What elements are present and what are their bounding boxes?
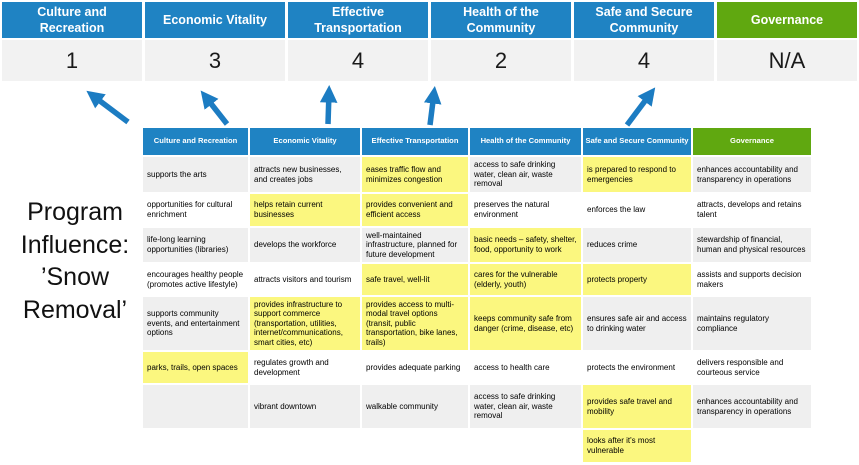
matrix-header-3: Health of the Community — [470, 128, 581, 155]
matrix-cell-r5c2: provides infrastructure to support commerce (transportation, utilities, internet/communications, smart cities, etc) — [250, 297, 360, 350]
banner-col-2 — [288, 2, 428, 81]
matrix-cell-r2c4: preserves the natural environment — [470, 194, 581, 226]
matrix-cell-r7c3: walkable community — [362, 385, 468, 428]
matrix-cell-r6c2: regulates growth and development — [250, 352, 360, 383]
matrix-cell-r1c4: access to safe drinking water, clean air, waste removal — [470, 157, 581, 192]
banner-category-label: Safe and Secure Community — [574, 2, 714, 38]
matrix-cell-r3c6: stewardship of financial, human and physical resources — [693, 228, 811, 262]
banner-col-5 — [717, 2, 857, 81]
matrix-cell-r3c5: reduces crime — [583, 228, 691, 262]
matrix-cell-r5c1: supports community events, and entertainment options — [143, 297, 248, 350]
banner-score-value: N/A — [717, 40, 857, 81]
matrix-header-0: Culture and Recreation — [143, 128, 248, 155]
influence-arrows — [0, 78, 859, 134]
banner-category-label: Economic Vitality — [145, 2, 285, 38]
matrix-cell-r5c6: maintains regulatory compliance — [693, 297, 811, 350]
top-banner — [2, 2, 857, 81]
matrix-cell-r8c4 — [470, 430, 581, 462]
banner-category-label: Health of the Community — [431, 2, 571, 38]
banner-col-4 — [574, 2, 714, 81]
matrix-cell-r3c2: develops the workforce — [250, 228, 360, 262]
arrow-economic — [205, 96, 227, 124]
matrix-cell-r3c1: life-long learning opportunities (libraries) — [143, 228, 248, 262]
matrix-cell-r4c1: encourages healthy people (promotes active lifestyle) — [143, 264, 248, 295]
matrix-cell-r1c1: supports the arts — [143, 157, 248, 192]
banner-score-value: 4 — [574, 40, 714, 81]
matrix-cell-r8c2 — [250, 430, 360, 462]
banner-category-label: Governance — [717, 2, 857, 38]
arrow-safe — [627, 93, 651, 125]
matrix-cell-r5c3: provides access to multi-modal travel options (transit, public transportation, bike lanes, trails) — [362, 297, 468, 350]
matrix-cell-r7c6: enhances accountability and transparency in operations — [693, 385, 811, 428]
matrix-cell-r5c5: ensures safe air and access to drinking water — [583, 297, 691, 350]
matrix-cell-r4c2: attracts visitors and tourism — [250, 264, 360, 295]
matrix-cell-r4c4: cares for the vulnerable (elderly, youth) — [470, 264, 581, 295]
matrix-cell-r4c3: safe travel, well-lit — [362, 264, 468, 295]
banner-score-value: 4 — [288, 40, 428, 81]
matrix-cell-r8c1 — [143, 430, 248, 462]
banner-score-value: 2 — [431, 40, 571, 81]
matrix-cell-r1c3: eases traffic flow and minimizes congestion — [362, 157, 468, 192]
matrix-cell-r2c6: attracts, develops and retains talent — [693, 194, 811, 226]
banner-category-label: Effective Transportation — [288, 2, 428, 38]
matrix-cell-r8c5: looks after it's most vulnerable — [583, 430, 691, 462]
matrix-cell-r2c1: opportunities for cultural enrichment — [143, 194, 248, 226]
matrix-cell-r2c2: helps retain current businesses — [250, 194, 360, 226]
matrix-cell-r7c5: provides safe travel and mobility — [583, 385, 691, 428]
banner-score-value: 1 — [2, 40, 142, 81]
banner-col-0 — [2, 2, 142, 81]
matrix-cell-r7c1 — [143, 385, 248, 428]
matrix-cell-r4c5: protects property — [583, 264, 691, 295]
matrix-cell-r1c6: enhances accountability and transparency in operations — [693, 157, 811, 192]
matrix-cell-r5c4: keeps community safe from danger (crime, disease, etc) — [470, 297, 581, 350]
matrix-header-1: Economic Vitality — [250, 128, 360, 155]
banner-score-value: 3 — [145, 40, 285, 81]
banner-col-3 — [431, 2, 571, 81]
matrix-header-5: Governance — [693, 128, 811, 155]
program-influence-label: Program Influence: ’Snow Removal’ — [20, 198, 130, 324]
matrix-cell-r1c5: is prepared to respond to emergencies — [583, 157, 691, 192]
matrix-cell-r7c4: access to safe drinking water, clean air, waste removal — [470, 385, 581, 428]
matrix-cell-r8c3 — [362, 430, 468, 462]
matrix-header-2: Effective Transportation — [362, 128, 468, 155]
arrow-transportation — [328, 92, 329, 124]
influence-matrix — [143, 128, 813, 462]
arrow-culture — [92, 95, 128, 122]
arrow-health — [430, 93, 434, 125]
matrix-cell-r6c5: protects the environment — [583, 352, 691, 383]
matrix-cell-r3c4: basic needs – safety, shelter, food, opportunity to work — [470, 228, 581, 262]
banner-col-1 — [145, 2, 285, 81]
matrix-cell-r6c3: provides adequate parking — [362, 352, 468, 383]
matrix-cell-r1c2: attracts new businesses, and creates jobs — [250, 157, 360, 192]
matrix-cell-r2c3: provides convenient and efficient access — [362, 194, 468, 226]
matrix-cell-r2c5: enforces the law — [583, 194, 691, 226]
matrix-cell-r6c6: delivers responsible and courteous service — [693, 352, 811, 383]
matrix-cell-r4c6: assists and supports decision makers — [693, 264, 811, 295]
matrix-cell-r8c6 — [693, 430, 811, 462]
matrix-cell-r3c3: well-maintained infrastructure, planned for future development — [362, 228, 468, 262]
matrix-cell-r6c4: access to health care — [470, 352, 581, 383]
matrix-header-4: Safe and Secure Community — [583, 128, 691, 155]
matrix-cell-r6c1: parks, trails, open spaces — [143, 352, 248, 383]
matrix-cell-r7c2: vibrant downtown — [250, 385, 360, 428]
banner-category-label: Culture and Recreation — [2, 2, 142, 38]
